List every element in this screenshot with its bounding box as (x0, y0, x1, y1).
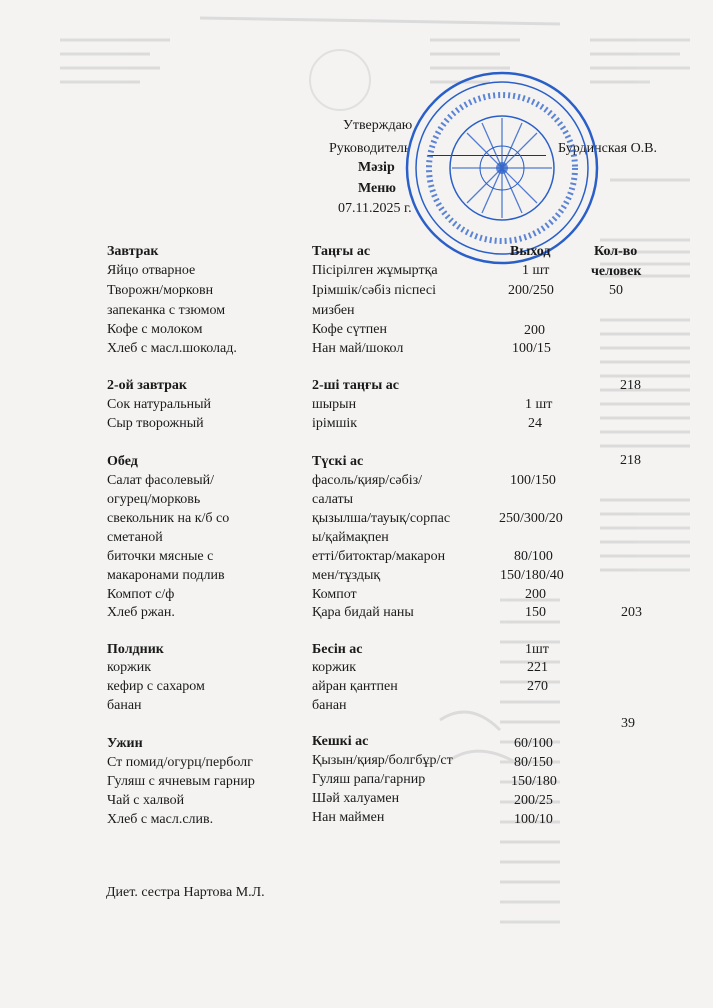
snack-title-ru: Полдник (107, 642, 164, 657)
lunch-kz-item: ы/қаймақпен (312, 530, 389, 545)
breakfast-ru-item: Яйцо отварное (107, 263, 196, 278)
lunch-ru-item: Салат фасолевый/ (107, 473, 215, 488)
lunch-kz-item: етті/битоктар/макарон (312, 549, 446, 564)
lunch-yield: 250/300/20 (499, 511, 563, 526)
lunch-kz-item: фасоль/қияр/сәбіз/ (312, 473, 423, 488)
dinner-ru-item: Чай с халвой (107, 793, 185, 808)
snack-ru-item: банан (107, 698, 142, 713)
col-count-header-1: Кол-во (594, 244, 638, 259)
breakfast-kz-item: Нан май/шокол (312, 341, 404, 356)
lunch-yield: 150 (525, 605, 546, 620)
lunch-yield: 80/100 (514, 549, 553, 564)
snack-ru-item: кефир с сахаром (107, 679, 205, 694)
lunch-kz-item: мен/тұздық (312, 568, 381, 583)
breakfast-kz-item: Кофе сүтпен (312, 322, 387, 337)
lunch-kz-item: салаты (312, 492, 354, 507)
snack-title-kz: Бесін ас (312, 642, 363, 657)
lunch-yield: 150/180/40 (500, 568, 564, 583)
dinner-count: 39 (621, 716, 635, 731)
menu-date: 07.11.2025 г. (338, 201, 412, 216)
lunch-count: 218 (620, 453, 641, 468)
breakfast-kz-item: Ірімшік/сәбіз піспесі (312, 283, 436, 298)
breakfast-yield: 1 шт (522, 263, 550, 278)
snack-ru-item: коржик (107, 660, 152, 675)
lunch-ru-item: свекольник на к/б со (107, 511, 230, 526)
dinner-title-kz: Кешкі ас (312, 734, 369, 749)
dinner-kz-item: Гуляш рапа/гарнир (312, 772, 426, 787)
second-breakfast-title-kz: 2-ші таңғы ас (312, 378, 399, 393)
title-ru: Меню (358, 181, 397, 196)
lunch-title-ru: Обед (107, 454, 138, 469)
col-yield-header: Выход (510, 244, 551, 259)
dinner-yield: 200/25 (514, 793, 553, 808)
breakfast-ru-item: Творожн/морковн (107, 283, 214, 298)
second-breakfast-count: 218 (620, 378, 641, 393)
breakfast-ru-item: Хлеб с масл.шоколад. (107, 341, 237, 356)
lunch-ru-item: сметаной (107, 530, 163, 545)
breakfast-yield: 200 (524, 323, 545, 338)
breakfast-yield: 200/250 (508, 283, 554, 298)
snack-yield: 270 (527, 679, 548, 694)
snack-kz-item: банан (312, 698, 347, 713)
breakfast-kz-item: Пісірілген жұмыртқа (312, 263, 438, 278)
dinner-ru-item: Хлеб с масл.слив. (107, 812, 214, 827)
dinner-ru-item: Гуляш с ячневым гарнир (107, 774, 255, 789)
col-ru-header: Завтрак (107, 244, 159, 259)
breakfast-ru-item: Кофе с молоком (107, 322, 203, 337)
lunch-title-kz: Түскі ас (312, 454, 364, 469)
dinner-title-ru: Ужин (107, 736, 143, 751)
lunch-ru-item: Компот с/ф (107, 587, 175, 602)
second-breakfast-title-ru: 2-ой завтрак (107, 378, 187, 393)
snack-yield: 221 (527, 660, 548, 675)
title-kz: Мәзір (358, 160, 395, 175)
snack-kz-item: коржик (312, 660, 357, 675)
breakfast-yield: 100/15 (512, 341, 551, 356)
dinner-kz-item: Қызын/қияр/болгбұр/ст (312, 753, 453, 768)
second-breakfast-ru-item: Сок натуральный (107, 397, 212, 412)
head-name: Бурдинская О.В. (558, 141, 658, 156)
col-count-header-2: человек (591, 264, 642, 279)
lunch-ru-item: биточки мясные с (107, 549, 214, 564)
col-kz-header: Таңғы ас (312, 244, 371, 259)
dinner-kz-item: Нан маймен (312, 810, 385, 825)
dinner-kz-item: Шәй халуамен (312, 791, 400, 806)
official-stamp (402, 68, 602, 268)
dinner-ru-item: Ст помид/огурц/перболг (107, 755, 253, 770)
breakfast-count: 50 (609, 283, 623, 298)
second-breakfast-kz-item: ірімшік (312, 416, 358, 431)
lunch-ru-item: макаронами подлив (107, 568, 225, 583)
lunch-ru-item: Хлеб ржан. (107, 605, 175, 620)
dietitian-signature: Диет. сестра Нартова М.Л. (106, 885, 265, 900)
lunch-kz-item: Қара бидай наны (312, 605, 414, 620)
second-breakfast-yield: 24 (528, 416, 542, 431)
lunch-yield: 100/150 (510, 473, 556, 488)
dinner-yield: 150/180 (511, 774, 557, 789)
dinner-yield: 80/150 (514, 755, 553, 770)
breakfast-ru-item: запеканка с тзюмом (107, 303, 226, 318)
snack-yield: 1шт (525, 642, 549, 657)
lunch-ru-item: огурец/морковь (107, 492, 201, 507)
snack-kz-item: айран қантпен (312, 679, 398, 694)
lunch-kz-item: қызылша/тауық/сорпас (312, 511, 451, 526)
lunch-yield: 200 (525, 587, 546, 602)
second-breakfast-ru-item: Сыр творожный (107, 416, 204, 431)
dinner-yield: 100/10 (514, 812, 553, 827)
second-breakfast-kz-item: шырын (312, 397, 357, 412)
dinner-yield: 60/100 (514, 736, 553, 751)
lunch-kz-item: Компот (312, 587, 357, 602)
breakfast-kz-item: мизбен (312, 303, 355, 318)
lunch-count-2: 203 (621, 605, 642, 620)
approve-label: Утверждаю (343, 118, 413, 133)
second-breakfast-yield: 1 шт (525, 397, 553, 412)
head-label: Руководитель (329, 141, 411, 156)
